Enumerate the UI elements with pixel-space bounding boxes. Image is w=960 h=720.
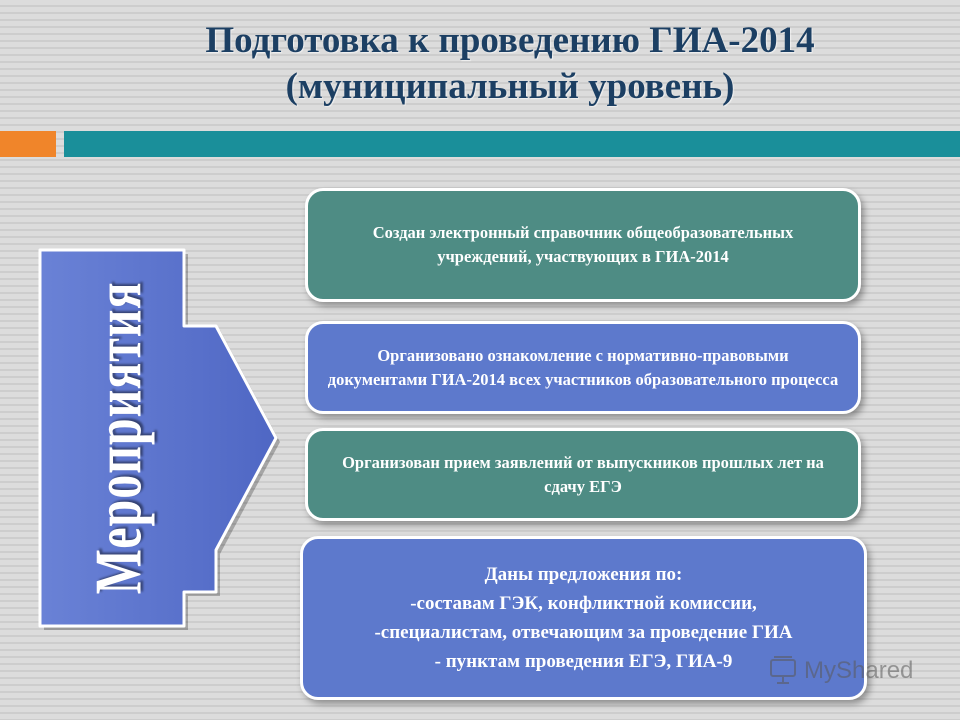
proposals-line: -специалистам, отвечающим за проведение ГИА bbox=[374, 622, 793, 643]
title-line-1: Подготовка к проведению ГИА-2014 bbox=[205, 20, 815, 61]
info-box-directory bbox=[305, 188, 861, 302]
watermark-text: MyShared bbox=[804, 657, 914, 684]
proposals-line: -составам ГЭК, конфликтной комиссии, bbox=[410, 593, 757, 614]
info-box-text: Организован прием заявлений от выпускников прошлых лет на сдачу ЕГЭ bbox=[342, 452, 824, 496]
accent-bar-teal bbox=[64, 131, 960, 157]
presentation-icon bbox=[768, 656, 798, 686]
page-title bbox=[60, 18, 960, 110]
arrow-label: Мероприятия bbox=[80, 281, 156, 595]
info-box-applications bbox=[305, 428, 861, 521]
accent-bar-orange bbox=[0, 131, 56, 157]
proposals-line: - пунктам проведения ЕГЭ, ГИА-9 bbox=[434, 651, 733, 672]
watermark bbox=[768, 656, 913, 686]
info-box-text: Организовано ознакомление с нормативно-правовыми документами ГИА-2014 всех участников образовательного процесса bbox=[327, 345, 839, 389]
proposals-heading: Даны предложения по: bbox=[484, 564, 683, 585]
info-box-text: Создан электронный справочник общеобразовательных учреждений, участвующих в ГИА-2014 bbox=[372, 223, 794, 266]
title-line-2: (муниципальный уровень) bbox=[285, 66, 735, 107]
info-box-documents bbox=[305, 321, 861, 414]
